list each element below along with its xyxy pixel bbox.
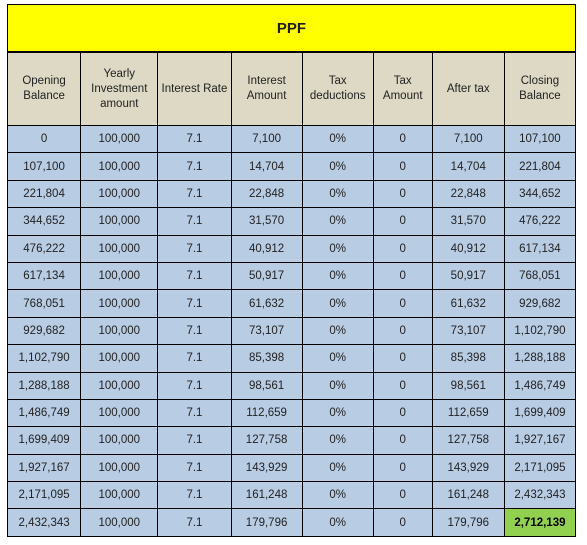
table-cell[interactable]: 100,000 bbox=[81, 262, 158, 289]
table-cell[interactable]: 0% bbox=[302, 153, 373, 180]
table-cell[interactable]: 0 bbox=[373, 345, 432, 372]
table-cell[interactable]: 107,100 bbox=[8, 153, 81, 180]
table-cell[interactable]: 0 bbox=[373, 262, 432, 289]
table-cell[interactable]: 7.1 bbox=[158, 345, 231, 372]
table-cell[interactable]: 7.1 bbox=[158, 372, 231, 399]
table-cell[interactable]: 1,699,409 bbox=[504, 399, 575, 426]
table-cell[interactable]: 112,659 bbox=[231, 399, 302, 426]
table-cell[interactable]: 100,000 bbox=[81, 372, 158, 399]
table-cell[interactable]: 50,917 bbox=[231, 262, 302, 289]
table-cell[interactable]: 0% bbox=[302, 235, 373, 262]
table-cell[interactable]: 768,051 bbox=[504, 262, 575, 289]
table-cell[interactable]: 0% bbox=[302, 290, 373, 317]
table-cell[interactable]: 0 bbox=[373, 317, 432, 344]
table-cell[interactable]: 0% bbox=[302, 126, 373, 153]
table-cell[interactable]: 1,288,188 bbox=[8, 372, 81, 399]
table-cell[interactable]: 7.1 bbox=[158, 180, 231, 207]
table-cell[interactable]: 929,682 bbox=[504, 290, 575, 317]
table-row bbox=[8, 208, 576, 235]
column-header[interactable]: Tax Amount bbox=[373, 53, 432, 126]
table-cell[interactable]: 7.1 bbox=[158, 126, 231, 153]
table-cell[interactable]: 7.1 bbox=[158, 317, 231, 344]
table-row bbox=[8, 180, 576, 207]
table-cell[interactable]: 0 bbox=[373, 153, 432, 180]
table-cell[interactable]: 0 bbox=[373, 126, 432, 153]
table-cell[interactable]: 0% bbox=[302, 427, 373, 454]
table-row bbox=[8, 427, 576, 454]
table-cell[interactable]: 127,758 bbox=[432, 427, 504, 454]
table-cell[interactable]: 0% bbox=[302, 262, 373, 289]
table-row bbox=[8, 126, 576, 153]
table-row bbox=[8, 235, 576, 262]
table-cell[interactable]: 0% bbox=[302, 180, 373, 207]
table-cell[interactable]: 22,848 bbox=[231, 180, 302, 207]
table-body bbox=[8, 126, 576, 537]
table-cell[interactable]: 7.1 bbox=[158, 262, 231, 289]
table-cell[interactable]: 0% bbox=[302, 208, 373, 235]
table-cell[interactable]: 0% bbox=[302, 317, 373, 344]
table-cell[interactable]: 0% bbox=[302, 345, 373, 372]
table-cell[interactable]: 476,222 bbox=[8, 235, 81, 262]
table-cell[interactable]: 100,000 bbox=[81, 290, 158, 317]
table-cell[interactable]: 768,051 bbox=[8, 290, 81, 317]
table-cell[interactable]: 0% bbox=[302, 399, 373, 426]
table-cell[interactable]: 7.1 bbox=[158, 235, 231, 262]
ppf-table bbox=[7, 52, 576, 537]
table-cell[interactable]: 1,102,790 bbox=[504, 317, 575, 344]
table-cell[interactable]: 1,486,749 bbox=[504, 372, 575, 399]
column-header[interactable]: Interest Rate bbox=[158, 53, 231, 126]
table-cell[interactable]: 100,000 bbox=[81, 399, 158, 426]
table-cell[interactable]: 31,570 bbox=[432, 208, 504, 235]
table-cell[interactable]: 143,929 bbox=[432, 454, 504, 481]
table-cell[interactable]: 161,248 bbox=[231, 482, 302, 509]
table-cell[interactable]: 0 bbox=[8, 126, 81, 153]
table-row bbox=[8, 153, 576, 180]
table-cell[interactable]: 143,929 bbox=[231, 454, 302, 481]
table-cell[interactable]: 344,652 bbox=[504, 180, 575, 207]
table-cell[interactable]: 7.1 bbox=[158, 482, 231, 509]
table-cell[interactable]: 31,570 bbox=[231, 208, 302, 235]
table-row bbox=[8, 454, 576, 481]
table-cell[interactable]: 2,171,095 bbox=[8, 482, 81, 509]
table-cell[interactable]: 7.1 bbox=[158, 427, 231, 454]
table-cell[interactable]: 0% bbox=[302, 509, 373, 536]
column-header[interactable]: Opening Balance bbox=[8, 53, 81, 126]
table-row bbox=[8, 372, 576, 399]
column-header[interactable]: Yearly Investment amount bbox=[81, 53, 158, 126]
table-cell[interactable]: 100,000 bbox=[81, 317, 158, 344]
table-cell[interactable]: 7.1 bbox=[158, 454, 231, 481]
table-cell[interactable]: 0 bbox=[373, 180, 432, 207]
table-cell[interactable]: 40,912 bbox=[432, 235, 504, 262]
table-row bbox=[8, 509, 576, 536]
table-cell[interactable]: 1,927,167 bbox=[504, 427, 575, 454]
table-cell[interactable]: 179,796 bbox=[432, 509, 504, 536]
table-cell[interactable]: 73,107 bbox=[432, 317, 504, 344]
table-cell[interactable]: 7.1 bbox=[158, 208, 231, 235]
table-cell[interactable]: 100,000 bbox=[81, 427, 158, 454]
table-cell[interactable]: 0% bbox=[302, 372, 373, 399]
table-cell[interactable]: 2,171,095 bbox=[504, 454, 575, 481]
table-cell[interactable]: 0 bbox=[373, 454, 432, 481]
table-cell[interactable]: 2,432,343 bbox=[504, 482, 575, 509]
column-header[interactable]: Interest Amount bbox=[231, 53, 302, 126]
table-cell[interactable]: 0 bbox=[373, 427, 432, 454]
table-cell[interactable]: 100,000 bbox=[81, 235, 158, 262]
table-cell[interactable]: 112,659 bbox=[432, 399, 504, 426]
table-cell[interactable]: 344,652 bbox=[8, 208, 81, 235]
table-cell[interactable]: 0 bbox=[373, 208, 432, 235]
table-row bbox=[8, 482, 576, 509]
spreadsheet bbox=[7, 4, 576, 537]
table-cell[interactable]: 98,561 bbox=[432, 372, 504, 399]
table-cell[interactable]: 100,000 bbox=[81, 126, 158, 153]
table-cell[interactable]: 1,699,409 bbox=[8, 427, 81, 454]
table-cell[interactable]: 7.1 bbox=[158, 290, 231, 317]
table-cell[interactable]: 617,134 bbox=[504, 235, 575, 262]
table-cell[interactable]: 179,796 bbox=[231, 509, 302, 536]
table-cell[interactable]: 1,486,749 bbox=[8, 399, 81, 426]
table-cell[interactable]: 0 bbox=[373, 399, 432, 426]
final-closing-balance-cell[interactable]: 2,712,139 bbox=[504, 509, 575, 536]
table-cell[interactable]: 0 bbox=[373, 372, 432, 399]
table-cell[interactable]: 1,288,188 bbox=[504, 345, 575, 372]
table-row bbox=[8, 399, 576, 426]
table-cell[interactable]: 98,561 bbox=[231, 372, 302, 399]
table-cell[interactable]: 476,222 bbox=[504, 208, 575, 235]
table-cell[interactable]: 0 bbox=[373, 482, 432, 509]
column-header[interactable]: Closing Balance bbox=[504, 53, 575, 126]
table-cell[interactable]: 85,398 bbox=[432, 345, 504, 372]
table-cell[interactable]: 0% bbox=[302, 454, 373, 481]
table-cell[interactable]: 7,100 bbox=[231, 126, 302, 153]
table-row bbox=[8, 345, 576, 372]
header-row bbox=[8, 53, 576, 126]
table-cell[interactable]: 100,000 bbox=[81, 153, 158, 180]
table-cell[interactable]: 107,100 bbox=[504, 126, 575, 153]
table-cell[interactable]: 0% bbox=[302, 482, 373, 509]
table-cell[interactable]: 50,917 bbox=[432, 262, 504, 289]
table-cell[interactable]: 73,107 bbox=[231, 317, 302, 344]
table-cell[interactable]: 617,134 bbox=[8, 262, 81, 289]
table-cell[interactable]: 0 bbox=[373, 509, 432, 536]
table-cell[interactable]: 14,704 bbox=[231, 153, 302, 180]
table-cell[interactable]: 7.1 bbox=[158, 153, 231, 180]
table-cell[interactable]: 100,000 bbox=[81, 208, 158, 235]
table-cell[interactable]: 7.1 bbox=[158, 509, 231, 536]
table-cell[interactable]: 7,100 bbox=[432, 126, 504, 153]
table-cell[interactable]: 127,758 bbox=[231, 427, 302, 454]
table-row bbox=[8, 317, 576, 344]
sheet-title[interactable]: PPF bbox=[7, 4, 576, 52]
table-cell[interactable]: 61,632 bbox=[432, 290, 504, 317]
table-cell[interactable]: 61,632 bbox=[231, 290, 302, 317]
table-cell[interactable]: 929,682 bbox=[8, 317, 81, 344]
table-cell[interactable]: 100,000 bbox=[81, 454, 158, 481]
table-row bbox=[8, 262, 576, 289]
table-cell[interactable]: 100,000 bbox=[81, 180, 158, 207]
table-cell[interactable]: 100,000 bbox=[81, 345, 158, 372]
column-header[interactable]: Tax deductions bbox=[302, 53, 373, 126]
table-cell[interactable]: 1,102,790 bbox=[8, 345, 81, 372]
table-cell[interactable]: 7.1 bbox=[158, 399, 231, 426]
table-cell[interactable]: 100,000 bbox=[81, 509, 158, 536]
table-cell[interactable]: 0 bbox=[373, 235, 432, 262]
table-cell[interactable]: 1,927,167 bbox=[8, 454, 81, 481]
table-cell[interactable]: 14,704 bbox=[432, 153, 504, 180]
table-cell[interactable]: 221,804 bbox=[504, 153, 575, 180]
column-header[interactable]: After tax bbox=[432, 53, 504, 126]
table-cell[interactable]: 0 bbox=[373, 290, 432, 317]
table-cell[interactable]: 2,432,343 bbox=[8, 509, 81, 536]
table-cell[interactable]: 161,248 bbox=[432, 482, 504, 509]
table-cell[interactable]: 221,804 bbox=[8, 180, 81, 207]
table-cell[interactable]: 22,848 bbox=[432, 180, 504, 207]
table-cell[interactable]: 100,000 bbox=[81, 482, 158, 509]
table-row bbox=[8, 290, 576, 317]
table-cell[interactable]: 40,912 bbox=[231, 235, 302, 262]
table-cell[interactable]: 85,398 bbox=[231, 345, 302, 372]
